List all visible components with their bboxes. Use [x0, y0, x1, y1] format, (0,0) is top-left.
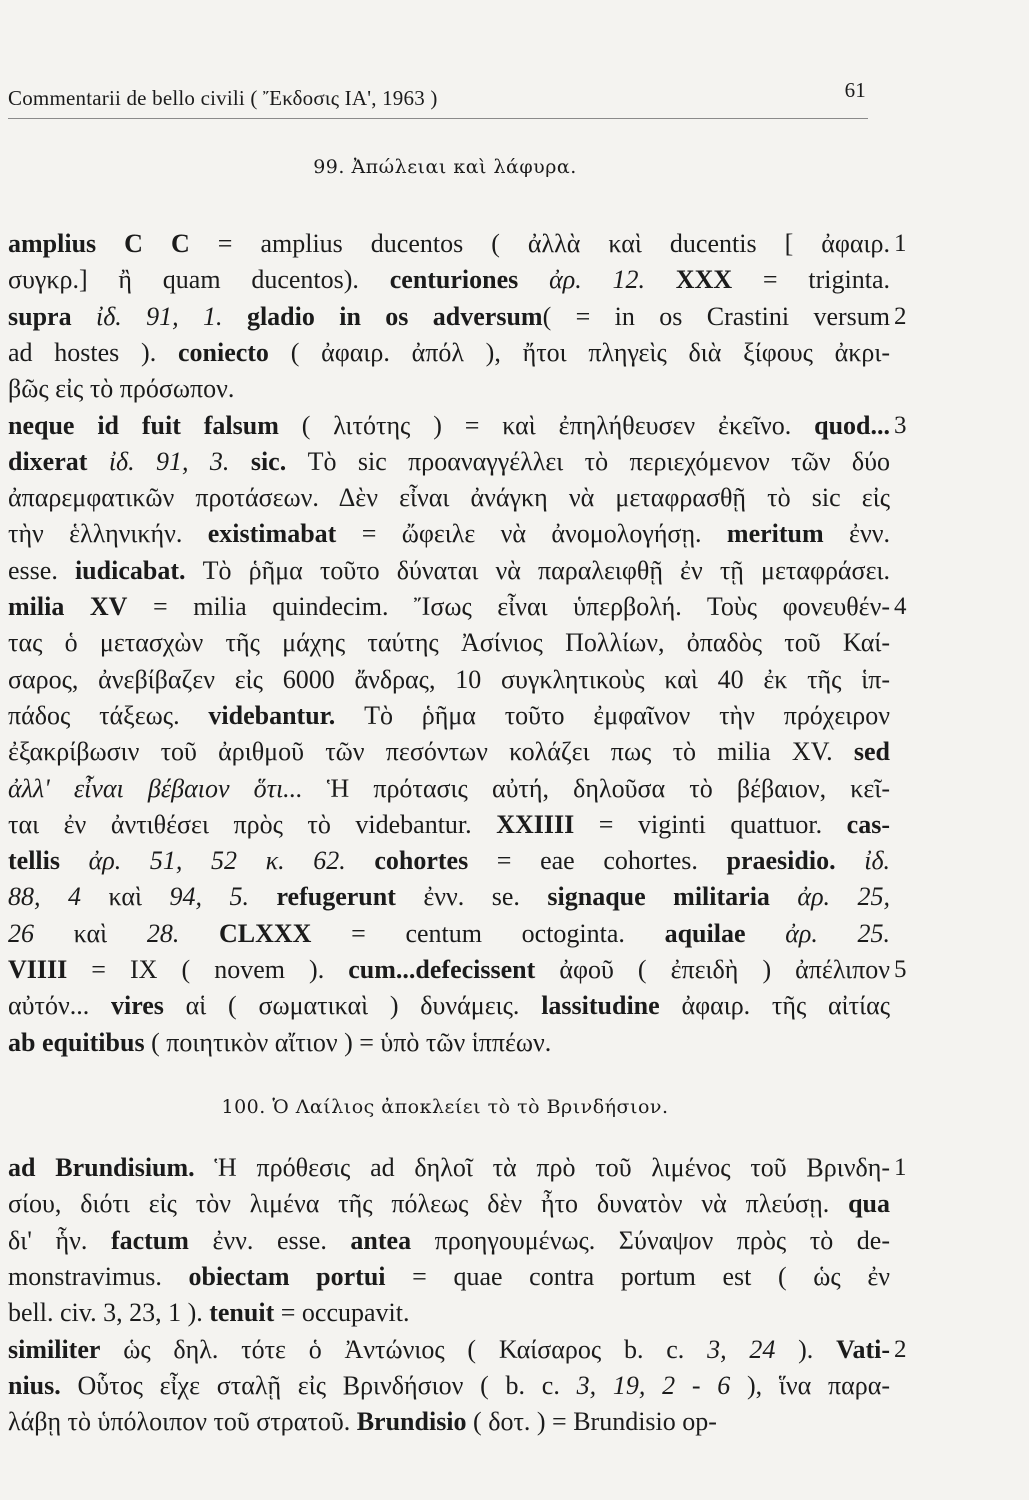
text-line: [8, 226, 890, 262]
text-line: [8, 335, 890, 371]
reference: ἀλλ' εἶναι βέβαιον ὅτι...: [8, 773, 303, 803]
text-line: [8, 444, 890, 480]
text-line: [8, 371, 890, 407]
text-run: bell. civ. 3, 23, 1 ).: [8, 1298, 210, 1328]
reference: 26: [8, 918, 34, 948]
running-title: Commentarii de bello civili ( Ἔκδοσις ΙΑ', 1963 ): [8, 86, 438, 110]
lemma: refugerunt: [276, 882, 396, 912]
text-line: [8, 698, 890, 734]
lemma: cum...defecissent: [348, 955, 536, 984]
text-line: [8, 1186, 890, 1222]
text-line: [8, 1223, 890, 1259]
text-run: = amplius ducentos ( ἀλλὰ καὶ ducentis [ ἀφαιρ.: [189, 229, 890, 258]
text-line: [8, 988, 890, 1024]
lemma: videbantur.: [208, 700, 336, 730]
text-run: βῶς εἰς τὸ πρόσωπον.: [8, 374, 235, 404]
text-line: [8, 916, 890, 952]
margin-line-number: 1: [894, 1154, 907, 1181]
text-run: = quae contra portum est ( ὡς ἐν: [385, 1261, 890, 1291]
lemma: aquilae: [664, 918, 746, 948]
lemma: milia XV: [8, 592, 128, 621]
text-run: ( ἀφαιρ. ἀπόλ ), ἤτοι πληγεὶς διὰ ξίφους ἀκρι-: [268, 337, 890, 367]
lemma: supra: [8, 301, 72, 331]
text-run: ἐξακρίβωσιν τοῦ ἀριθμοῦ τῶν πεσόντων κολάζει πως τὸ milia XV.: [8, 737, 854, 767]
lemma: coniecto: [177, 337, 269, 367]
text-run: Ἡ πρότασις αὐτή, δηλοῦσα τὸ βέβαιον, κεῖ-: [302, 773, 890, 803]
text-run: ἀπαρεμφατικῶν προτάσεων. Δὲν εἶναι ἀνάγκη νὰ μεταφρασθῇ τὸ sic εἰς: [8, 483, 890, 513]
text-run: [645, 265, 676, 294]
reference: ἀρ. 51, 52 κ. 62.: [88, 846, 346, 876]
text-line: [8, 807, 890, 843]
lemma: gladio in os adversum: [246, 301, 543, 331]
lemma: similiter: [8, 1334, 101, 1364]
lemma: tellis: [8, 846, 60, 876]
text-line: [8, 589, 890, 625]
text-line: [8, 952, 890, 988]
section-heading-99: 99. Ἀπώλειαι καὶ λάφυρα.: [313, 156, 577, 178]
text-run: [179, 919, 219, 948]
lemma: neque id fuit falsum: [8, 410, 279, 440]
lemma: quod...: [814, 410, 890, 440]
text-run: αἱ ( σωματικαὶ ) δυνάμεις.: [163, 991, 542, 1021]
text-run: [87, 447, 108, 476]
lemma: amplius C C: [8, 229, 190, 258]
lemma: meritum: [726, 519, 824, 549]
text-run: Ἡ πρόθεσις ad δηλοῖ τὰ πρὸ τοῦ λιμένος τοῦ Βρινδη-: [194, 1153, 890, 1182]
text-run: προηγουμένως. Σύναψον πρὸς τὸ de-: [411, 1225, 890, 1255]
text-line: [8, 734, 890, 770]
lemma: Vati-: [836, 1334, 890, 1364]
lemma: ad Brundisium.: [8, 1153, 195, 1182]
lemma: XXX: [675, 265, 733, 295]
text-run: πάδος τάξεως.: [8, 700, 209, 730]
margin-line-number: 5: [894, 956, 907, 983]
text-run: ( ποιητικὸν αἴτιον ) = ὑπὸ τῶν ἱππέων.: [144, 1027, 552, 1057]
text-run: ad hostes ).: [8, 337, 178, 367]
lemma: qua: [848, 1189, 890, 1219]
text-line: [8, 408, 890, 444]
text-run: [72, 302, 96, 331]
header-rule: [8, 118, 868, 119]
text-run: καὶ: [34, 918, 147, 948]
text-run: [836, 846, 865, 875]
text-run: monstravimus.: [8, 1261, 189, 1291]
lemma: antea: [350, 1225, 412, 1255]
lemma: Brundisio: [356, 1407, 467, 1437]
text-run: ἀφοῦ ( ἐπειδὴ ) ἀπέλιπον: [535, 955, 890, 984]
text-run: ( λιτότης ) = καὶ ἐπηλήθευσεν ἐκεῖνο.: [278, 410, 815, 440]
text-run: Οὗτος εἶχε σταλῇ εἰς Βρινδήσιον ( b. c.: [60, 1370, 577, 1400]
text-run: [770, 882, 798, 911]
text-line: [8, 1025, 890, 1061]
text-run: esse.: [8, 555, 75, 585]
lemma: centuriones: [389, 265, 519, 295]
text-line: [8, 843, 890, 879]
text-line: [8, 1295, 890, 1331]
reference: 3, 19, 2 - 6: [576, 1370, 731, 1400]
text-run: τὴν ἑλληνικήν.: [8, 519, 208, 549]
text-run: σαρος, ἀνεβίβαζεν εἰς 6000 ἄνδρας, 10 συγκλητικοὺς καὶ 40 ἐκ τῆς ἱπ-: [8, 664, 890, 694]
reference: 88, 4: [8, 882, 81, 912]
text-line: [8, 262, 890, 298]
text-line: [8, 662, 890, 698]
lemma: XXIIII: [496, 809, 575, 839]
reference: ἰδ. 91, 1.: [95, 301, 223, 331]
text-run: [346, 846, 375, 875]
lemma: tenuit: [209, 1298, 275, 1328]
text-run: καὶ: [81, 882, 170, 912]
text-line: [8, 879, 890, 915]
text-line: [8, 553, 890, 589]
lemma: sed: [853, 737, 890, 767]
margin-line-number: 1: [894, 230, 907, 257]
text-run: λάβῃ τὸ ὑπόλοιπον τοῦ στρατοῦ.: [8, 1407, 357, 1437]
text-run: ἀφαιρ. τῆς αἰτίας: [659, 991, 890, 1021]
lemma: sic.: [250, 446, 287, 476]
text-run: ἐνν.: [823, 519, 890, 549]
text-run: = ὤφειλε νὰ ἀνομολογήσῃ.: [336, 519, 727, 549]
text-run: = viginti quattuor.: [574, 809, 847, 839]
lemma: vires: [110, 991, 164, 1021]
text-run: ( = in os Crastini versum: [542, 301, 890, 331]
lemma: existimabat: [207, 519, 337, 549]
text-run: ( δοτ. ) = Brundisio op-: [466, 1407, 717, 1437]
reference: ἀρ. 25,: [797, 882, 890, 912]
text-line: [8, 1368, 890, 1404]
running-header: [8, 78, 866, 111]
reference: ἰδ. 91, 3.: [108, 446, 230, 476]
text-line: [8, 516, 890, 552]
text-run: [746, 919, 786, 948]
text-run: δι' ἧν.: [8, 1225, 111, 1255]
reference: ἀρ. 12.: [549, 265, 645, 295]
reference: 28.: [146, 918, 180, 948]
text-line: [8, 480, 890, 516]
text-run: [223, 302, 247, 331]
lemma: factum: [110, 1225, 189, 1255]
lemma: lassitudine: [541, 991, 660, 1021]
section-heading-100: 100. Ὁ Λαίλιος ἀποκλείει τὸ τὸ Βρινδήσιον.: [221, 1096, 669, 1118]
text-line: [8, 771, 890, 807]
margin-line-number: 2: [894, 1335, 907, 1363]
reference: 3, 24: [707, 1334, 776, 1364]
lemma: cas-: [846, 809, 890, 839]
lemma: VIIII: [8, 955, 68, 984]
text-run: Τὸ ῥῆμα τοῦτο δύναται νὰ παραλειφθῇ ἐν τῇ μεταφράσει.: [185, 555, 890, 585]
text-run: ται ἐν ἀντιθέσει πρὸς τὸ videbantur.: [8, 809, 497, 839]
text-run: = occupavit.: [274, 1298, 410, 1328]
text-run: ὡς δηλ. τότε ὁ Ἀντώνιος ( Καίσαρος b. c.: [100, 1334, 708, 1364]
text-run: ἐνν. se.: [395, 882, 548, 912]
lemma: nius.: [8, 1370, 61, 1400]
text-run: [518, 265, 549, 294]
text-run: Τὸ sic προαναγγέλλει τὸ περιεχόμενον τῶν δύο: [286, 446, 890, 476]
text-run: Τὸ ῥῆμα τοῦτο ἐμφαῖνον τὴν πρόχειρον: [335, 700, 890, 730]
text-line: [8, 1332, 890, 1368]
text-run: αὐτόν...: [8, 991, 111, 1021]
reference: 94, 5.: [169, 882, 249, 912]
lemma: signaque militaria: [547, 882, 770, 912]
lemma: iudicabat.: [74, 555, 186, 585]
text-run: τας ὁ μετασχὼν τῆς μάχης ταύτης Ἀσίνιος Πολλίων, ὀπαδὸς τοῦ Καί-: [8, 628, 890, 658]
lemma: ab equitibus: [8, 1027, 145, 1057]
text-run: ), ἵνα παρα-: [730, 1370, 890, 1400]
page-number: 61: [844, 78, 866, 102]
lemma: obiectam portui: [188, 1261, 386, 1291]
lemma: dixerat: [8, 446, 88, 476]
text-run: ἐνν. esse.: [188, 1225, 351, 1255]
text-run: συγκρ.] ἢ quam ducentos).: [8, 265, 390, 295]
text-line: [8, 299, 890, 335]
text-run: = centum octoginta.: [311, 918, 665, 948]
text-line: [8, 1150, 890, 1186]
text-run: = eae cohortes.: [468, 846, 727, 876]
margin-line-number: 3: [894, 411, 907, 439]
text-run: [229, 447, 250, 476]
text-run: = triginta.: [732, 265, 890, 295]
text-run: = milia quindecim. Ἴσως εἶναι ὑπερβολή. Τοὺς φονευθέν-: [127, 592, 890, 621]
lemma: cohortes: [374, 846, 469, 876]
lemma: CLXXX: [219, 918, 312, 948]
text-line: [8, 1404, 890, 1440]
text-run: [60, 846, 89, 875]
margin-line-number: 4: [894, 593, 907, 620]
reference: ἀρ. 25.: [785, 918, 890, 948]
text-run: ).: [775, 1334, 837, 1364]
text-run: σίου, διότι εἰς τὸν λιμένα τῆς πόλεως δὲν ἦτο δυνατὸν νὰ πλεύσῃ.: [8, 1189, 849, 1219]
text-run: = IX ( novem ).: [67, 955, 349, 984]
reference: ἰδ.: [864, 846, 890, 876]
margin-line-number: 2: [894, 302, 907, 330]
text-run: [249, 882, 277, 911]
text-line: [8, 1259, 890, 1295]
lemma: praesidio.: [726, 846, 836, 876]
text-line: [8, 625, 890, 661]
